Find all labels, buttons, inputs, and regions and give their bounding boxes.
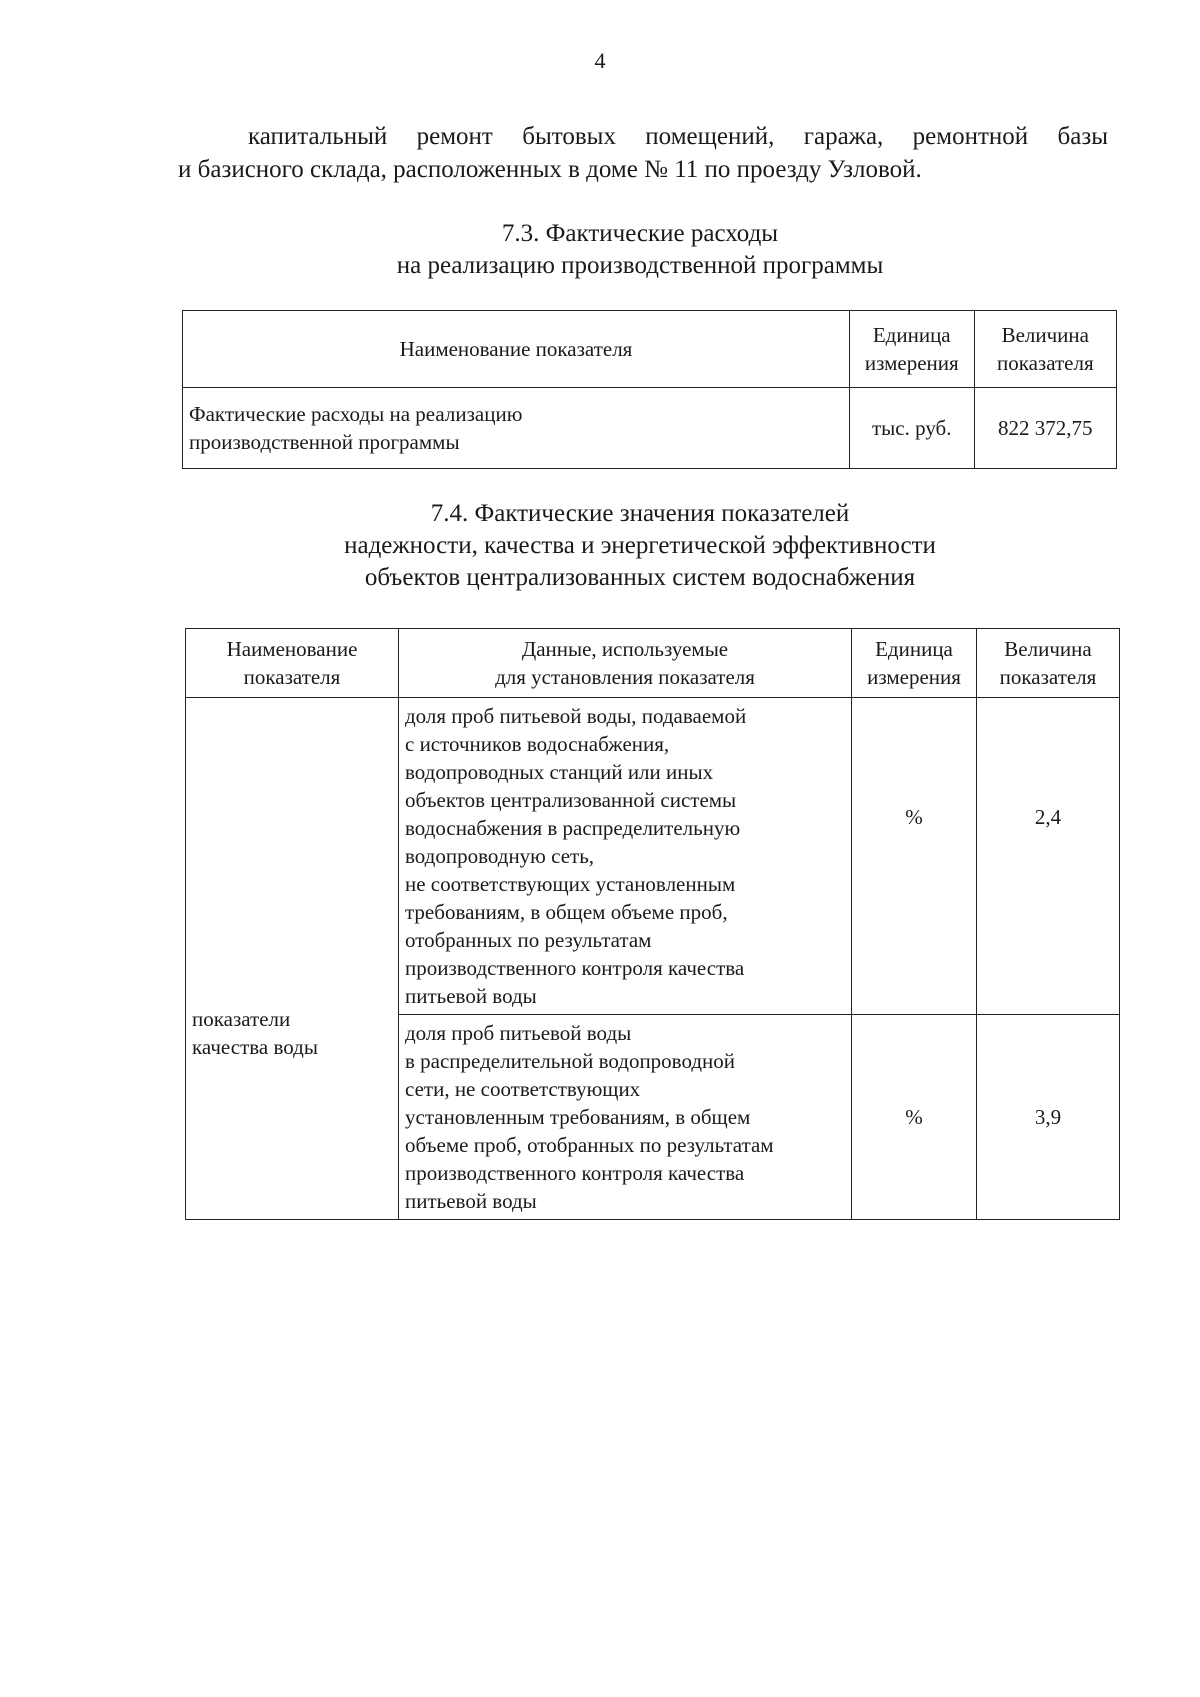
- data-line: требованиям, в общем объеме проб,: [405, 900, 728, 924]
- header-data-line-2: для установления показателя: [495, 665, 755, 689]
- expense-name-cell: [183, 388, 850, 469]
- indicators-table-header: [186, 629, 1120, 698]
- header-value-line-1: Величина: [1001, 323, 1089, 347]
- value-cell: 3,9: [977, 1015, 1120, 1220]
- header-unit-line-2: измерения: [864, 351, 959, 375]
- indicator-line-2: качества воды: [192, 1034, 318, 1059]
- data-line: в распределительной водопроводной: [405, 1049, 736, 1073]
- header-indicator-line-1: Наименование: [226, 637, 358, 661]
- header-unit-line-2: измерения: [867, 665, 961, 689]
- data-cell: [399, 698, 852, 1015]
- data-line: не соответствующих установленным: [405, 872, 736, 896]
- data-line: питьевой воды: [405, 1189, 537, 1213]
- expense-unit-cell: тыс. руб.: [849, 388, 974, 469]
- section-7-4-title: [0, 498, 1200, 594]
- value-cell: 2,4: [977, 698, 1120, 1015]
- data-line: производственного контроля качества: [405, 1161, 745, 1185]
- expense-name-line-1: Фактические расходы на реализацию: [189, 402, 523, 426]
- section-7-3-title: [0, 218, 1200, 282]
- expenses-table: [182, 310, 1117, 469]
- data-line: доля проб питьевой воды, подаваемой: [405, 704, 747, 728]
- intro-line-1: капитальный ремонт бытовых помещений, гаража, ремонтной базы: [248, 123, 1108, 150]
- data-line: водопроводных станций или иных: [405, 760, 714, 784]
- header-unit: [852, 629, 977, 698]
- header-unit: [849, 311, 974, 388]
- section-7-3-title-line-2: на реализацию производственной программы: [396, 252, 884, 279]
- header-data: [399, 629, 852, 698]
- section-7-3-title-line-1: 7.3. Фактические расходы: [501, 220, 779, 247]
- data-line: объектов централизованной системы: [405, 788, 737, 812]
- header-value: [977, 629, 1120, 698]
- header-value: [974, 311, 1116, 388]
- data-line: доля проб питьевой воды: [405, 1021, 632, 1045]
- indicators-table: [185, 628, 1120, 1220]
- expense-value-cell: 822 372,75: [974, 388, 1116, 469]
- header-unit-line-1: Единица: [872, 323, 951, 347]
- unit-cell: %: [852, 1015, 977, 1220]
- data-line: установленным требованиям, в общем: [405, 1105, 751, 1129]
- data-line: с источников водоснабжения,: [405, 732, 670, 756]
- data-line: сети, не соответствующих: [405, 1077, 641, 1101]
- page-number: 4: [594, 48, 606, 73]
- data-line: водоснабжения в распределительную: [405, 816, 741, 840]
- indicator-cell: [186, 698, 399, 1220]
- header-indicator-line-2: показателя: [243, 665, 341, 689]
- section-7-4-title-line-3: объектов централизованных систем водоснабжения: [364, 564, 916, 591]
- header-value-line-1: Величина: [1004, 637, 1092, 661]
- indicator-line-1: показатели: [192, 1006, 291, 1031]
- header-value-line-2: показателя: [996, 351, 1094, 375]
- header-data-line-1: Данные, используемые: [521, 637, 729, 661]
- intro-paragraph: [178, 120, 1108, 186]
- intro-line-2: и базисного склада, расположенных в доме № 11 по проезду Узловой.: [178, 156, 922, 183]
- header-name: Наименование показателя: [183, 311, 850, 388]
- data-cell: [399, 1015, 852, 1220]
- data-line: отобранных по результатам: [405, 928, 652, 952]
- data-line: объеме проб, отобранных по результатам: [405, 1133, 774, 1157]
- data-line: питьевой воды: [405, 984, 537, 1008]
- section-7-4-title-line-2: надежности, качества и энергетической эффективности: [344, 532, 936, 559]
- header-indicator: [186, 629, 399, 698]
- unit-cell: %: [852, 698, 977, 1015]
- header-value-line-2: показателя: [999, 665, 1097, 689]
- header-unit-line-1: Единица: [875, 637, 953, 661]
- data-line: водопроводную сеть,: [405, 844, 595, 868]
- section-7-4-title-line-1: 7.4. Фактические значения показателей: [430, 500, 850, 527]
- expenses-table-header: [183, 311, 1117, 388]
- table-row: [183, 388, 1117, 469]
- expense-name-line-2: производственной программы: [189, 430, 460, 454]
- table-row: [186, 698, 1120, 1015]
- data-line: производственного контроля качества: [405, 956, 745, 980]
